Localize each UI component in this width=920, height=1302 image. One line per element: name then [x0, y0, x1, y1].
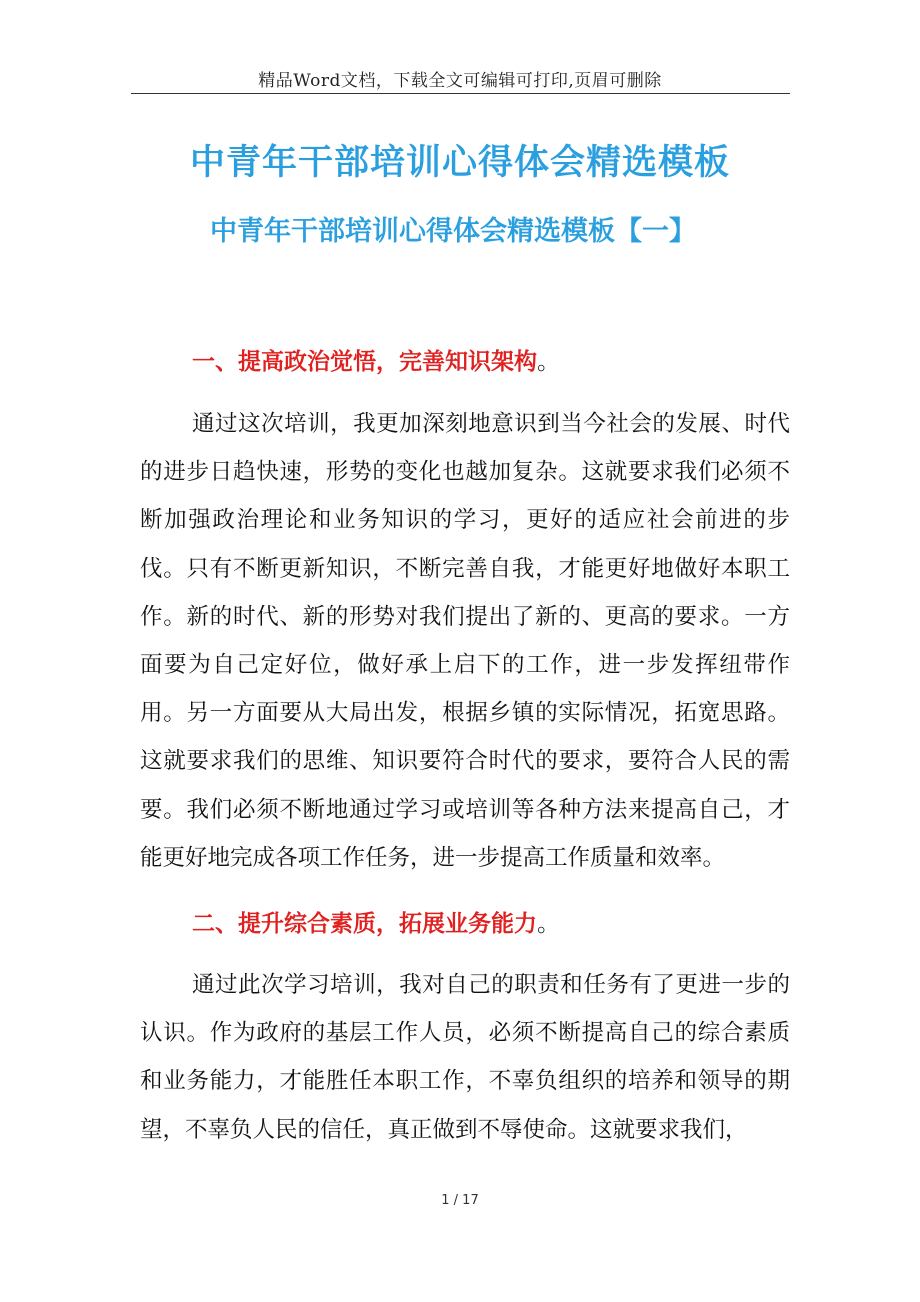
page-header: 精品Word文档，下载全文可编辑可打印,页眉可删除: [258, 71, 662, 91]
page-number: 1 / 17: [441, 1193, 479, 1208]
section-heading-2-text: 二、提升综合素质，拓展业务能力: [192, 911, 537, 937]
header-divider: [131, 93, 790, 94]
section-heading-2-suffix: 。: [537, 911, 560, 937]
document-title: 中青年干部培训心得体会精选模板: [189, 143, 730, 183]
section-heading-2: [192, 906, 560, 942]
document-subtitle: 中青年干部培训心得体会精选模板【一】: [210, 216, 696, 247]
section-heading-1-text: 一、提高政治觉悟，完善知识架构: [192, 349, 537, 375]
section-heading-1-suffix: 。: [537, 349, 560, 375]
section-paragraph-1: 通过这次培训，我更加深刻地意识到当今社会的发展、时代的进步日趋快速，形势的变化也越加复杂。这就要求我们必须不断加强政治理论和业务知识的学习，更好的适应社会前进的步伐。只有不断更新知识，不断完善自我，才能更好地做好本职工作。新的时代、新的形势对我们提出了新的、更高的要求。一方面要为自己定好位，做好承上启下的工作，进一步发挥纽带作用。另一方面要从大局出发，根据乡镇的实际情况，拓宽思路。这就要求我们的思维、知识要符合时代的要求，要符合人民的需要。我们必须不断地通过学习或培训等各种方法来提高自己，才能更好地完成各项工作任务，进一步提高工作质量和效率。: [140, 411, 790, 871]
section-paragraph-2: 通过此次学习培训，我对自己的职责和任务有了更进一步的认识。作为政府的基层工作人员，必须不断提高自己的综合素质和业务能力，才能胜任本职工作，不辜负组织的培养和领导的期望，不辜负人民的信任，真正做到不辱使命。这就要求我们，: [140, 972, 790, 1143]
section-heading-1: [192, 344, 560, 380]
